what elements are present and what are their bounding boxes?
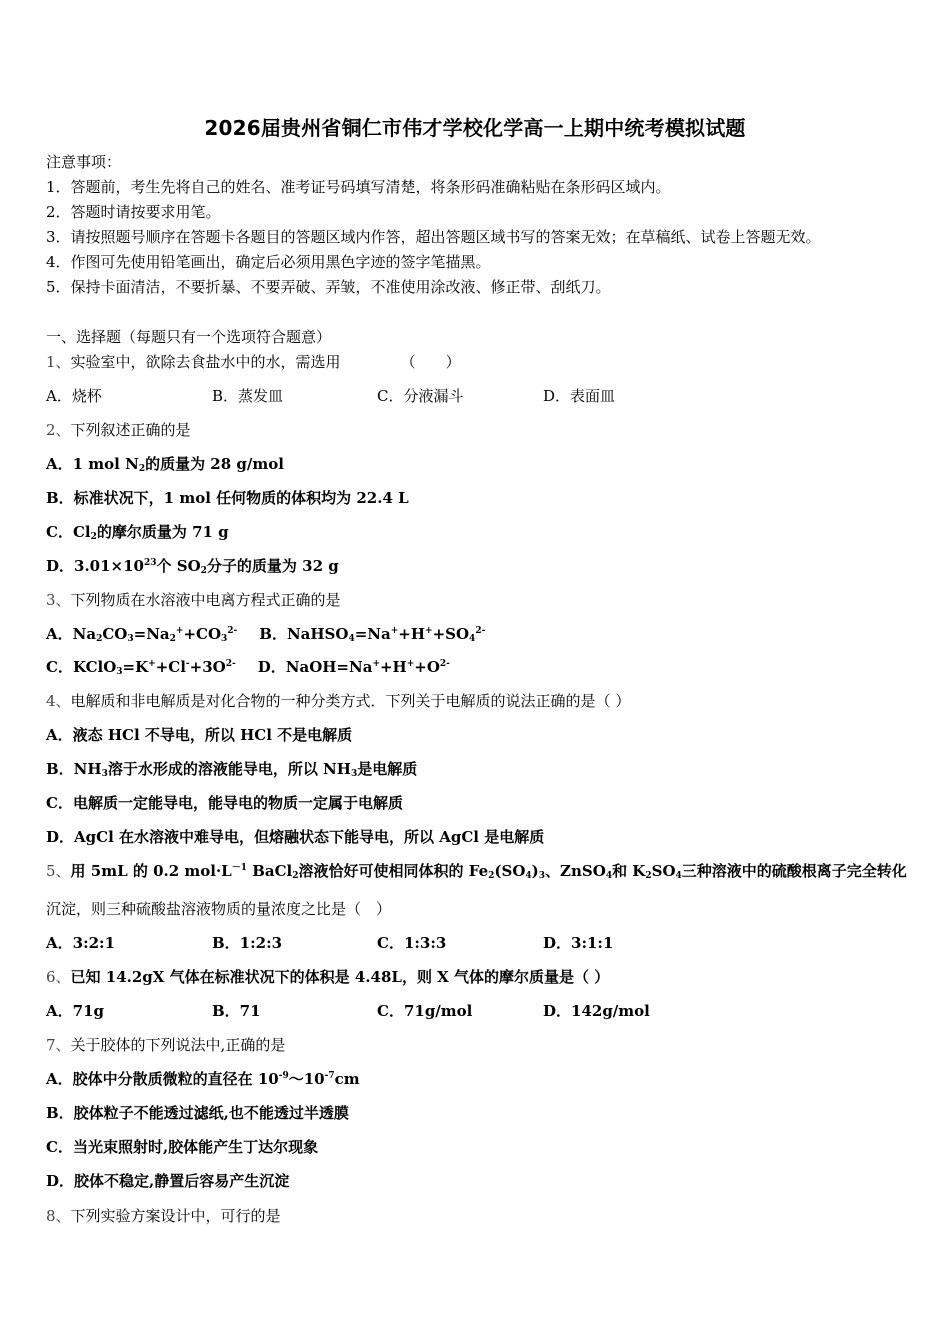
q4-option-d: D．AgCl 在水溶液中难导电，但熔融状态下能导电，所以 AgCl 是电解质 [46, 828, 545, 846]
q7-option-d: D．胶体不稳定,静置后容易产生沉淀 [46, 1172, 290, 1190]
question-number: 6、 [46, 968, 71, 986]
option-b: B．71 [212, 1002, 261, 1020]
question-6 [46, 967, 609, 987]
question-5-stem-cont: 沉淀，则三种硫酸盐溶液物质的量浓度之比是（ ） [46, 900, 392, 918]
option-a: A．烧杯 [46, 387, 102, 405]
question-number: 1、 [46, 353, 71, 371]
option-d: D．表面皿 [543, 387, 616, 405]
note-item: 5．保持卡面清洁，不要折暴、不要弄破、弄皱，不准使用涂改液、修正带、刮纸刀。 [46, 278, 611, 296]
question-number: 3、 [46, 591, 71, 609]
option-c: C．71g/mol [377, 1002, 473, 1020]
option-d: D．3:1:1 [543, 934, 614, 952]
answer-paren: （ ） [400, 353, 461, 371]
question-5: 5、用 5mL 的 0.2 $mol\cdot L^{-1}$ BaCl$_2$溶液恰好可使相同体积的 $Fe_2(SO_4)_3$、ZnSO$_4$和 $K_2SO_4$三种溶液中的硫酸根离子完全转化 [46, 862, 907, 881]
q4-option-a: A．液态 HCl 不导电，所以 HCl 不是电解质 [46, 726, 353, 744]
question-7 [46, 1035, 285, 1055]
note-item: 2．答题时请按要求用笔。 [46, 203, 221, 221]
option-c: C．1:3:3 [377, 934, 447, 952]
question-stem: 已知 14.2gX 气体在标准状况下的体积是 4.48L，则 X 气体的摩尔质量是（ ） [70, 968, 610, 986]
question-stem: 电解质和非电解质是对化合物的一种分类方式．下列关于电解质的说法正确的是（ ） [70, 692, 631, 710]
question-2 [46, 420, 191, 440]
question-number: 7、 [46, 1036, 71, 1054]
q3-options-ab: A．$Na_2CO_3=Na_2^++CO_3^{2-}$ B．$NaHSO_4=Na^++H^++SO_4^{2-}$ [46, 625, 486, 644]
q2-option-d: D．$3.01\times 10^{23}$个 $SO_2$分子的质量为 32 g [46, 557, 339, 576]
question-number: 2、 [46, 421, 71, 439]
question-number: 8、 [46, 1207, 71, 1225]
option-a: A．71g [46, 1002, 105, 1020]
question-stem: 下列实验方案设计中，可行的是 [70, 1207, 281, 1225]
q2-option-c: C．$Cl_2$的摩尔质量为 71 g [46, 523, 229, 542]
question-stem: 关于胶体的下列说法中,正确的是 [70, 1036, 286, 1054]
question-4 [46, 691, 630, 711]
note-item: 1．答题前，考生先将自己的姓名、准考证号码填写清楚，将条形码准确粘贴在条形码区域内。 [46, 178, 671, 196]
q4-option-c: C．电解质一定能导电，能导电的物质一定属于电解质 [46, 794, 403, 812]
question-number: 5、 [46, 862, 71, 880]
option-b: B．1:2:3 [212, 934, 283, 952]
question-stem: 下列物质在水溶液中电离方程式正确的是 [70, 591, 341, 609]
section-heading: 一、选择题（每题只有一个选项符合题意） [46, 328, 332, 346]
question-8 [46, 1206, 281, 1226]
note-item: 4．作图可先使用铅笔画出，确定后必须用黑色字迹的签字笔描黑。 [46, 253, 491, 271]
option-c: C．分液漏斗 [377, 387, 464, 405]
question-number: 4、 [46, 692, 71, 710]
notes-heading: 注意事项： [46, 153, 122, 171]
q3-options-cd: C．$KClO_3=K^++Cl^-+3O^{2-}$ D．$NaOH=Na^++H^++O^{2-}$ [46, 658, 450, 677]
q2-option-b: B．标准状况下，1 mol 任何物质的体积均为 22.4 L [46, 489, 409, 507]
question-3 [46, 590, 341, 610]
q7-option-b: B．胶体粒子不能透过滤纸,也不能透过半透膜 [46, 1104, 349, 1122]
exam-title: 2026届贵州省铜仁市伟才学校化学高一上期中统考模拟试题 [204, 116, 746, 140]
q4-option-b: B．$NH_3$溶于水形成的溶液能导电，所以 $NH_3$是电解质 [46, 760, 418, 779]
note-item: 3．请按照题号顺序在答题卡各题目的答题区域内作答，超出答题区域书写的答案无效；在草稿纸、试卷上答题无效。 [46, 228, 821, 246]
option-a: A．3:2:1 [46, 934, 116, 952]
q2-option-a: A．1 mol $N_2$的质量为 28 g/mol [46, 455, 284, 474]
option-d: D．142g/mol [543, 1002, 650, 1020]
question-1 [46, 352, 461, 372]
option-b: B．蒸发皿 [212, 387, 284, 405]
question-stem: 实验室中，欲除去食盐水中的水，需选用 [70, 353, 341, 371]
q7-option-a: A．胶体中分散质微粒的直径在 $10^{-9}\sim 10^{-7}cm$ [46, 1070, 360, 1088]
q7-option-c: C．当光束照射时,胶体能产生丁达尔现象 [46, 1138, 319, 1156]
question-stem: 下列叙述正确的是 [70, 421, 191, 439]
